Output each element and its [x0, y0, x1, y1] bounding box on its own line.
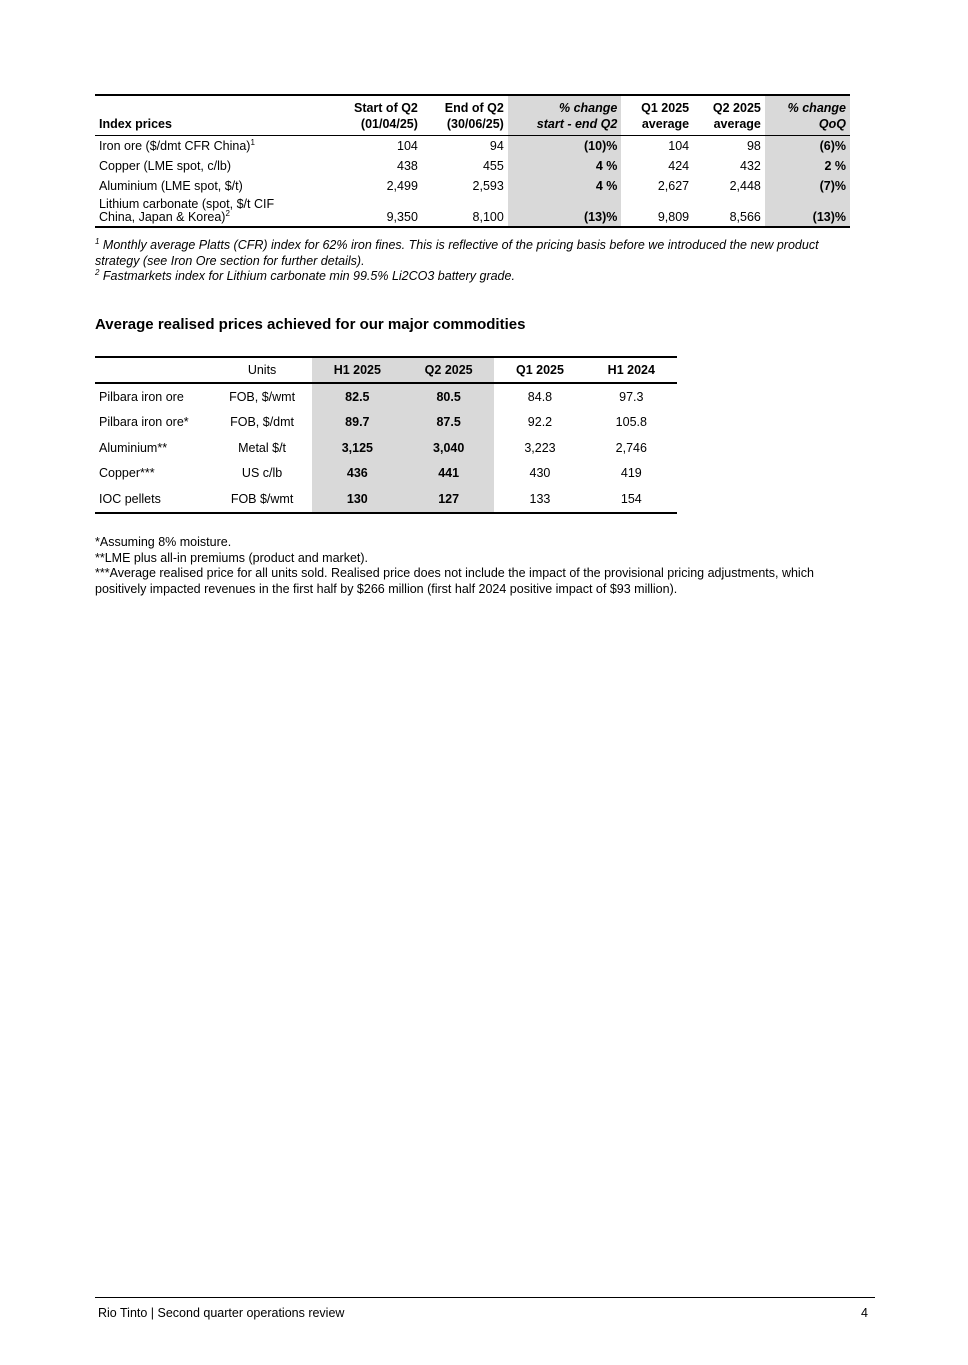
cell-q1: 424: [668, 159, 690, 173]
header-q1-2025: Q1 2025: [494, 357, 585, 383]
cell-end: 94: [489, 139, 504, 153]
header-q2-2025: Q2 2025: [403, 357, 494, 383]
cell-end: 8,100: [472, 210, 504, 224]
header-units: Units: [212, 357, 311, 383]
cell-q2-2025: 127: [403, 486, 494, 513]
header-index-prices: Index prices: [95, 95, 330, 136]
row-label: Copper***: [99, 466, 155, 481]
cell-q1: 2,627: [657, 179, 690, 193]
cell-qoq: (7)%: [765, 176, 850, 196]
cell-q1-2025: 84.8: [527, 389, 553, 404]
note-lme: **LME plus all-in premiums (product and market).: [95, 550, 369, 565]
table-row: [95, 136, 850, 157]
footer-divider: [95, 1297, 875, 1298]
row-label: Aluminium**: [99, 440, 168, 455]
header-commodity: [95, 357, 212, 383]
row-label: Lithium carbonate (spot, $/t CIF China, Japan & Korea)$^2$: [99, 197, 275, 224]
note-moisture: *Assuming 8% moisture.: [95, 535, 232, 549]
cell-h1-2025: 3,125: [312, 435, 403, 461]
cell-change: (10)%: [508, 136, 622, 157]
table-row: [95, 410, 677, 436]
cell-change: (13)%: [508, 196, 622, 227]
row-label: Copper (LME spot, c/lb): [99, 159, 231, 173]
header-h1-2024: H1 2024: [586, 357, 677, 383]
cell-q1-2025: 92.2: [527, 415, 553, 430]
cell-units: Metal $/t: [238, 440, 287, 455]
row-label: Pilbara iron ore: [99, 389, 184, 404]
table-row: [95, 383, 677, 410]
cell-q2-2025: 87.5: [403, 410, 494, 436]
cell-q2-2025: 80.5: [403, 383, 494, 410]
table-row: [95, 461, 677, 487]
index-prices-header-row: [95, 95, 850, 136]
table-row: [95, 196, 850, 227]
table-row: [95, 435, 677, 461]
cell-h1-2025: 82.5: [312, 383, 403, 410]
row-label: Aluminium (LME spot, $/t): [99, 179, 243, 193]
cell-end: 2,593: [472, 179, 504, 193]
cell-q2-2025: 441: [403, 461, 494, 487]
header-pct-change-qoq: % change QoQ: [765, 95, 850, 136]
header-pct-change-q2: % change start - end Q2: [508, 95, 622, 136]
index-prices-footnotes: [95, 238, 855, 285]
cell-q1: 104: [668, 139, 690, 153]
cell-end: 455: [482, 159, 504, 173]
row-label: Pilbara iron ore*: [99, 415, 189, 430]
cell-q2-2025: 3,040: [403, 435, 494, 461]
cell-units: US c/lb: [241, 466, 283, 481]
cell-h1-2025: 436: [312, 461, 403, 487]
cell-qoq: (13)%: [765, 196, 850, 227]
note-provisional-pricing: ***Average realised price for all units sold. Realised price does not include the impact of the provisional pricing adjustments, which positively impacted revenues in the first half by $266 million (first half 2024 positive impact of $93 million).: [95, 566, 814, 596]
cell-q1: 9,809: [657, 210, 690, 224]
realised-header-row: [95, 357, 677, 383]
table-row: [95, 176, 850, 196]
cell-h1-2024: 154: [620, 491, 642, 506]
cell-qoq: (6)%: [765, 136, 850, 157]
row-label: Iron ore ($/dmt CFR China)$^1$: [99, 137, 255, 153]
cell-qoq: 2 %: [765, 156, 850, 176]
header-q2-average: Q2 2025 average: [693, 95, 765, 136]
footnote-1: $^1$ Monthly average Platts (CFR) index for 62% iron fines. This is reflective of the pricing basis before we introduced the new product strategy (see Iron Ore section for further details).: [95, 236, 819, 268]
cell-h1-2025: 130: [312, 486, 403, 513]
cell-h1-2024: 419: [620, 466, 642, 481]
cell-q1-2025: 133: [529, 491, 551, 506]
cell-units: FOB $/wmt: [230, 491, 294, 506]
realised-prices-table: [95, 356, 677, 514]
footnote-2: $^2$ Fastmarkets index for Lithium carbonate min 99.5% Li2CO3 battery grade.: [95, 267, 515, 283]
cell-q2: 8,566: [729, 210, 761, 224]
cell-units: FOB, $/wmt: [229, 389, 296, 404]
page-number: 4: [861, 1306, 868, 1320]
cell-start: 2,499: [386, 179, 418, 193]
cell-q1-2025: 430: [529, 466, 551, 481]
cell-q1-2025: 3,223: [524, 440, 556, 455]
realised-prices-notes: [95, 535, 855, 597]
cell-change: 4 %: [508, 156, 622, 176]
cell-change: 4 %: [508, 176, 622, 196]
cell-h1-2024: 105.8: [615, 415, 647, 430]
cell-q2: 98: [746, 139, 761, 153]
index-prices-table: [95, 94, 850, 228]
table-row: [95, 156, 850, 176]
footer-text: Rio Tinto | Second quarter operations review: [98, 1306, 345, 1320]
cell-h1-2024: 97.3: [619, 389, 644, 404]
header-end-q2: End of Q2 (30/06/25): [422, 95, 508, 136]
header-q1-average: Q1 2025 average: [621, 95, 693, 136]
cell-start: 9,350: [386, 210, 418, 224]
table-row: [95, 486, 677, 513]
section-heading: Average realised prices achieved for our major commodities: [95, 316, 526, 333]
cell-h1-2025: 89.7: [312, 410, 403, 436]
header-h1-2025: H1 2025: [312, 357, 403, 383]
cell-q2: 432: [740, 159, 761, 173]
cell-start: 104: [397, 139, 418, 153]
cell-h1-2024: 2,746: [615, 440, 647, 455]
cell-units: FOB, $/dmt: [230, 415, 295, 430]
header-start-q2: Start of Q2 (01/04/25): [330, 95, 422, 136]
cell-q2: 2,448: [729, 179, 761, 193]
cell-start: 438: [397, 159, 418, 173]
row-label: IOC pellets: [99, 491, 161, 506]
